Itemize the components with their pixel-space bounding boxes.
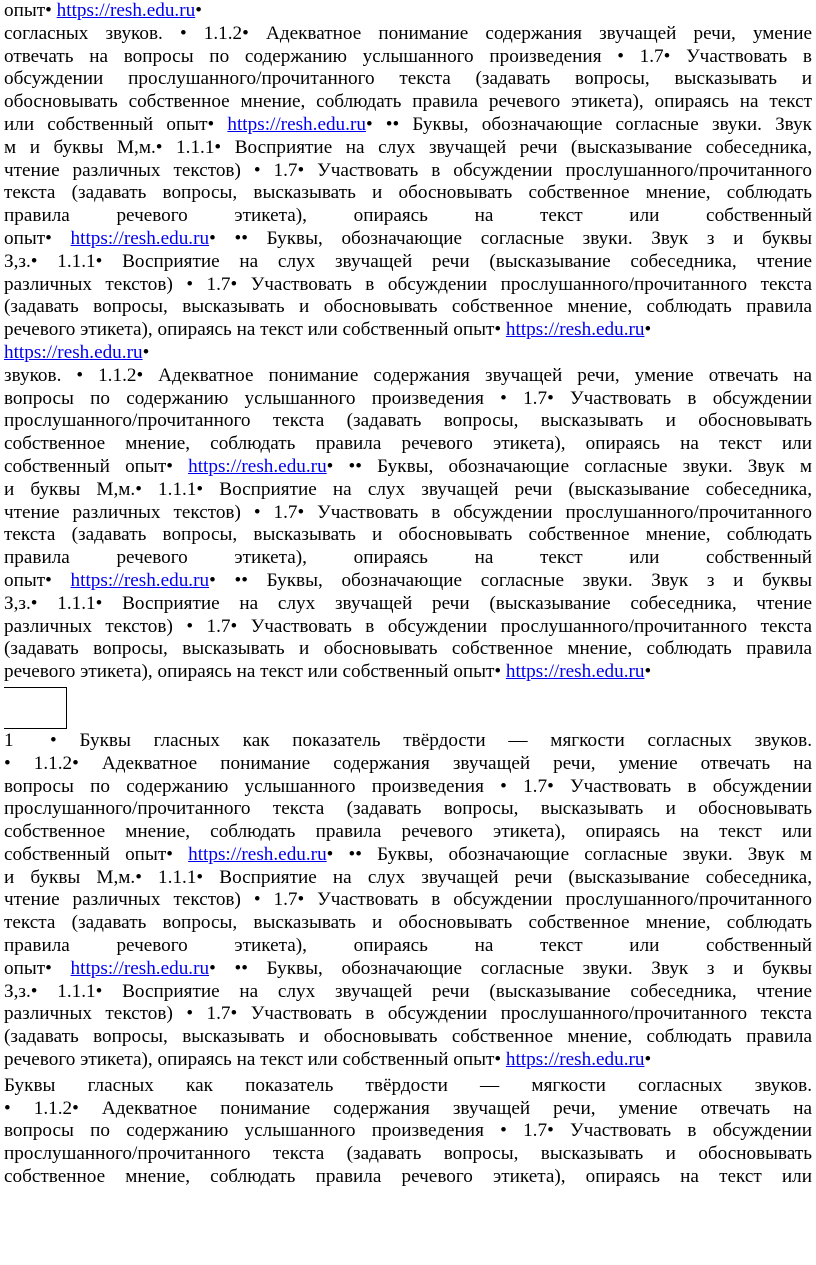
line-text: и буквы М,м.• 1.1.1• Восприятие на слух звучащей речи (высказывание собеседника, <box>4 478 812 500</box>
resh-link[interactable]: https://resh.edu.ru <box>70 227 210 249</box>
text-line <box>4 981 812 1004</box>
text-line <box>4 1098 812 1121</box>
resh-link[interactable]: https://resh.edu.ru <box>70 569 210 591</box>
text-line <box>4 593 812 616</box>
table-cell-box-row <box>4 684 812 730</box>
text-block-2 <box>4 365 812 684</box>
line-text: • 1.1.2• Адекватное понимание содержания звучащей речи, умение отвечать на <box>4 752 812 774</box>
text-line <box>4 730 812 753</box>
row-number: 1 <box>4 729 14 751</box>
text-line <box>4 68 812 91</box>
resh-link[interactable]: https://resh.edu.ru <box>56 0 196 21</box>
line-tail: •• Буквы, обозначающие согласные звуки. Звук <box>372 113 813 135</box>
line-text: (задавать вопросы, высказывать и обосновывать собственное мнение, соблюдать правила <box>4 1026 812 1048</box>
line-text: речевого этикета), опираясь на текст или собственный опыт <box>4 661 495 683</box>
line-text: З,з.• 1.1.1• Восприятие на слух звучащей речи (высказывание собеседника, чтение <box>4 592 812 614</box>
line-text: собственный опыт <box>4 455 167 477</box>
line-text: различных текстов) • 1.7• Участвовать в обсуждении прослушанного/прочитанного текста <box>4 615 812 637</box>
line-text: правила речевого этикета), опираясь на текст или собственный <box>4 547 812 569</box>
text-line <box>4 502 812 525</box>
text-line: речевого этикета), опираясь на текст или собственный опыт• https://resh.edu.ru• <box>4 319 652 341</box>
line-text: различных текстов) • 1.7• Участвовать в обсуждении прослушанного/прочитанного текста <box>4 273 812 295</box>
line-text: • Буквы гласных как показатель твёрдости — мягкости согласных звуков. <box>50 729 812 751</box>
text-line <box>4 776 812 799</box>
text-block-3 <box>4 730 812 1072</box>
line-tail: •• Буквы, обозначающие согласные звуки. Звук м <box>333 843 813 865</box>
line-text: прослушанного/прочитанного текста (задавать вопросы, высказывать и обосновывать <box>4 798 812 820</box>
line-text: обосновывать собственное мнение, соблюдать правила речевого этикета), опираясь на текст <box>4 91 812 113</box>
line-tail: •• Буквы, обозначающие согласные звуки. Звук з и буквы <box>215 569 812 591</box>
line-text: речевого этикета), опираясь на текст или собственный опыт <box>4 1049 495 1071</box>
resh-link[interactable]: https://resh.edu.ru <box>70 957 210 979</box>
line-text: чтение различных текстов) • 1.7• Участвовать в обсуждении прослушанного/прочитанного <box>4 501 812 523</box>
text-line <box>4 410 812 433</box>
text-line <box>4 638 812 661</box>
text-line <box>4 1075 812 1098</box>
resh-link[interactable]: https://resh.edu.ru <box>227 113 366 135</box>
line-text: звуков. • 1.1.2• Адекватное понимание содержания звучащей речи, умение отвечать на <box>4 364 812 386</box>
text-line: опыт• https://resh.edu.ru• <box>4 0 202 21</box>
text-line: опыт• https://resh.edu.ru• •• Буквы, обозначающие согласные звуки. Звук з и буквы <box>4 569 812 591</box>
text-line <box>4 365 812 388</box>
text-line <box>4 889 812 912</box>
line-text: Буквы гласных как показатель твёрдости — мягкости согласных звуков. <box>4 1074 812 1096</box>
line-text: согласных звуков. • 1.1.2• Адекватное понимание содержания звучащей речи, умение <box>4 22 812 44</box>
resh-link[interactable]: https://resh.edu.ru <box>505 1049 645 1071</box>
text-line <box>4 1120 812 1143</box>
line-text: или собственный опыт <box>4 113 208 135</box>
line-text: речевого этикета), опираясь на текст или собственный опыт <box>4 319 495 341</box>
line-text: опыт <box>4 0 46 21</box>
line-text: текста (задавать вопросы, высказывать и обосновывать собственное мнение, соблюдать <box>4 912 812 934</box>
text-line <box>4 1026 812 1049</box>
line-text: (задавать вопросы, высказывать и обосновывать собственное мнение, соблюдать правила <box>4 296 812 318</box>
line-tail: •• Буквы, обозначающие согласные звуки. Звук м <box>333 455 813 477</box>
line-text: текста (задавать вопросы, высказывать и обосновывать собственное мнение, соблюдать <box>4 524 812 546</box>
text-line <box>4 137 812 160</box>
text-line <box>4 23 812 46</box>
line-text: (задавать вопросы, высказывать и обосновывать собственное мнение, соблюдать правила <box>4 638 812 660</box>
text-line <box>4 821 812 844</box>
line-text: собственное мнение, соблюдать правила речевого этикета), опираясь на текст или <box>4 433 812 455</box>
text-line <box>4 274 812 297</box>
text-line: опыт• https://resh.edu.ru• •• Буквы, обозначающие согласные звуки. Звук з и буквы <box>4 227 812 249</box>
text-line <box>4 160 812 183</box>
line-text: опыт <box>4 227 46 249</box>
line-text: вопросы по содержанию услышанного произведения • 1.7• Участвовать в обсуждении <box>4 775 812 797</box>
text-line <box>4 479 812 502</box>
text-line: собственный опыт• https://resh.edu.ru• •• Буквы, обозначающие согласные звуки. Звук м <box>4 455 813 477</box>
line-text: собственное мнение, соблюдать правила речевого этикета), опираясь на текст или <box>4 821 812 843</box>
line-text: • 1.1.2• Адекватное понимание содержания звучащей речи, умение отвечать на <box>4 1097 812 1119</box>
text-line: опыт• https://resh.edu.ru• •• Буквы, обозначающие согласные звуки. Звук з и буквы <box>4 957 812 979</box>
line-text: м и буквы М,м.• 1.1.1• Восприятие на слух звучащей речи (высказывание собеседника, <box>4 136 812 158</box>
line-text: чтение различных текстов) • 1.7• Участвовать в обсуждении прослушанного/прочитанного <box>4 889 812 911</box>
text-line: собственный опыт• https://resh.edu.ru• •• Буквы, обозначающие согласные звуки. Звук м <box>4 843 813 865</box>
text-block-1 <box>4 0 812 342</box>
line-text: чтение различных текстов) • 1.7• Участвовать в обсуждении прослушанного/прочитанного <box>4 159 812 181</box>
text-line <box>4 935 812 958</box>
text-line: речевого этикета), опираясь на текст или собственный опыт• https://resh.edu.ru• <box>4 1049 652 1071</box>
line-text: правила речевого этикета), опираясь на текст или собственный <box>4 205 812 227</box>
line-text: и буквы М,м.• 1.1.1• Восприятие на слух звучащей речи (высказывание собеседника, <box>4 866 812 888</box>
text-line <box>4 616 812 639</box>
line-text: обсуждении прослушанного/прочитанного текста (задавать вопросы, высказывать и <box>4 68 812 90</box>
text-line: речевого этикета), опираясь на текст или собственный опыт• https://resh.edu.ru• <box>4 661 652 683</box>
line-text: З,з.• 1.1.1• Восприятие на слух звучащей речи (высказывание собеседника, чтение <box>4 250 812 272</box>
text-line <box>4 1143 812 1166</box>
resh-link[interactable]: https://resh.edu.ru <box>505 319 645 341</box>
text-line <box>4 1003 812 1026</box>
resh-link[interactable]: https://resh.edu.ru <box>188 455 327 477</box>
text-line <box>4 251 812 274</box>
text-line <box>4 296 812 319</box>
line-text: отвечать на вопросы по содержанию услышанного произведения • 1.7• Участвовать в <box>4 45 812 67</box>
line-tail: •• Буквы, обозначающие согласные звуки. Звук з и буквы <box>215 957 812 979</box>
text-line <box>4 867 812 890</box>
line-text: опыт <box>4 569 46 591</box>
text-line <box>4 753 812 776</box>
text-line <box>4 798 812 821</box>
text-line <box>4 1166 812 1189</box>
text-line <box>4 182 812 205</box>
line-text: вопросы по содержанию услышанного произведения • 1.7• Участвовать в обсуждении <box>4 387 812 409</box>
resh-link[interactable]: https://resh.edu.ru <box>4 341 143 363</box>
text-line <box>4 205 812 228</box>
line-text: вопросы по содержанию услышанного произведения • 1.7• Участвовать в обсуждении <box>4 1120 812 1142</box>
resh-link[interactable]: https://resh.edu.ru <box>188 843 327 865</box>
line-text: различных текстов) • 1.7• Участвовать в обсуждении прослушанного/прочитанного текста <box>4 1003 812 1025</box>
line-text: З,з.• 1.1.1• Восприятие на слух звучащей речи (высказывание собеседника, чтение <box>4 980 812 1002</box>
text-line <box>4 547 812 570</box>
line-text: собственный опыт <box>4 843 167 865</box>
text-line <box>4 91 812 114</box>
text-line <box>4 46 812 69</box>
line-tail: •• Буквы, обозначающие согласные звуки. Звук з и буквы <box>215 227 812 249</box>
line-text: прослушанного/прочитанного текста (задавать вопросы, высказывать и обосновывать <box>4 1143 812 1165</box>
line-text: правила речевого этикета), опираясь на текст или собственный <box>4 935 812 957</box>
line-text: собственное мнение, соблюдать правила речевого этикета), опираясь на текст или <box>4 1166 812 1188</box>
text-line <box>4 433 812 456</box>
text-line <box>4 388 812 411</box>
text-line <box>4 912 812 935</box>
resh-link[interactable]: https://resh.edu.ru <box>505 661 645 683</box>
standalone-link-line: https://resh.edu.ru• <box>4 341 150 363</box>
line-text: опыт <box>4 957 46 979</box>
line-text: текста (задавать вопросы, высказывать и обосновывать собственное мнение, соблюдать <box>4 182 812 204</box>
text-line <box>4 524 812 547</box>
line-text: прослушанного/прочитанного текста (задавать вопросы, высказывать и обосновывать <box>4 410 812 432</box>
text-line: или собственный опыт• https://resh.edu.ru• •• Буквы, обозначающие согласные звуки. Звук <box>4 113 813 135</box>
table-cell-border <box>4 687 67 729</box>
text-block-4 <box>4 1075 812 1189</box>
